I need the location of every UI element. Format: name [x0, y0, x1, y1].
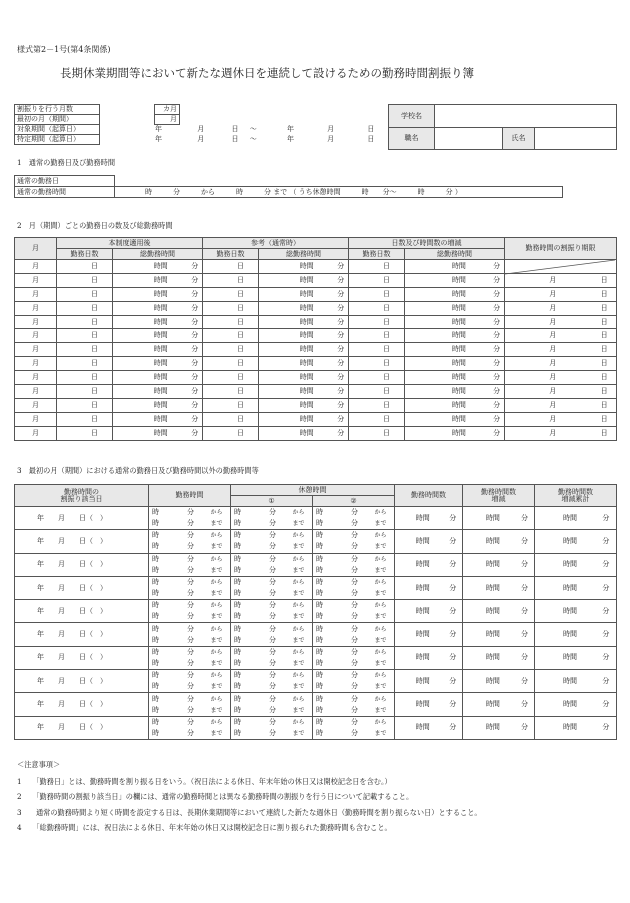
- rest1-cell[interactable]: 時 分 から 時 分 まで: [231, 646, 313, 669]
- after-days-cell[interactable]: 日: [57, 287, 113, 301]
- diff-total-cell[interactable]: 時間 分: [405, 329, 505, 343]
- work-hours-cell[interactable]: 時間 分: [395, 623, 463, 646]
- reference-days-cell[interactable]: 日: [203, 273, 259, 287]
- diff-total-cell[interactable]: 時間 分: [405, 315, 505, 329]
- diff-days-cell[interactable]: 日: [349, 329, 405, 343]
- rest1-cell[interactable]: 時 分 から 時 分 まで: [231, 507, 313, 530]
- diff-total-cell[interactable]: 時間 分: [405, 287, 505, 301]
- reference-total-cell[interactable]: 時間 分: [259, 260, 349, 274]
- normal-workday-label: 通常の勤務日: [15, 176, 115, 187]
- month-cell[interactable]: 月: [15, 412, 57, 426]
- hours-diff-header: 勤務時間数 増減: [463, 485, 535, 507]
- after-days-cell[interactable]: 日: [57, 357, 113, 371]
- target-day-header: 勤務時間の 割振り該当日: [15, 485, 149, 507]
- rest2-cell[interactable]: 時 分 から 時 分 まで: [313, 507, 395, 530]
- reference-days-cell[interactable]: 日: [203, 426, 259, 440]
- reference-header: 参考（通常時）: [203, 238, 349, 249]
- diff-days-cell[interactable]: 日: [349, 301, 405, 315]
- month-cell[interactable]: 月: [15, 343, 57, 357]
- section1-heading: 1 通常の勤務日及び勤務時間: [17, 158, 116, 167]
- normal-work-table: [14, 175, 563, 198]
- hours-cumulative-cell[interactable]: 時間 分: [535, 693, 617, 716]
- month-cell[interactable]: 月: [15, 329, 57, 343]
- hours-cumulative-header: 勤務時間数 増減累計: [535, 485, 617, 507]
- target-day-cell[interactable]: 年 月 日（ ）: [15, 623, 149, 646]
- table-row: [15, 315, 617, 329]
- note-item: 1 「勤務日」とは、勤務時間を割り振る日をいう。（祝日法による休日、年末年始の休日又は開校記念日を含む。）: [17, 777, 392, 786]
- work-hours-cell[interactable]: 時間 分: [395, 576, 463, 599]
- reference-total-cell[interactable]: 時間 分: [259, 385, 349, 399]
- work-hours-cell[interactable]: 時間 分: [395, 670, 463, 693]
- diff-days-cell[interactable]: 日: [349, 260, 405, 274]
- reference-total-cell[interactable]: 時間 分: [259, 343, 349, 357]
- rest1-cell[interactable]: 時 分 から 時 分 まで: [231, 716, 313, 739]
- hours-cumulative-cell[interactable]: 時間 分: [535, 646, 617, 669]
- hours-diff-cell[interactable]: 時間 分: [463, 576, 535, 599]
- job-title-field[interactable]: [435, 128, 503, 150]
- diff-total-cell[interactable]: 時間 分: [405, 426, 505, 440]
- worktime-cell[interactable]: 時 分 から 時 分 まで: [149, 646, 231, 669]
- target-day-cell[interactable]: 年 月 日（ ）: [15, 693, 149, 716]
- rest1-cell[interactable]: 時 分 から 時 分 まで: [231, 693, 313, 716]
- total-header: 総勤務時間: [405, 249, 505, 260]
- diff-days-cell[interactable]: 日: [349, 398, 405, 412]
- after-total-cell[interactable]: 時間 分: [113, 287, 203, 301]
- rest2-cell[interactable]: 時 分 から 時 分 まで: [313, 716, 395, 739]
- work-hours-cell[interactable]: 時間 分: [395, 507, 463, 530]
- table-row: [15, 273, 617, 287]
- deadline-cell[interactable]: 月 日: [505, 426, 617, 440]
- after-days-cell[interactable]: 日: [57, 343, 113, 357]
- work-hours-cell[interactable]: 時間 分: [395, 646, 463, 669]
- label-first-month: 最初の月（期間）: [15, 115, 100, 125]
- worktime-cell[interactable]: 時 分 から 時 分 まで: [149, 507, 231, 530]
- month-cell[interactable]: 月: [15, 273, 57, 287]
- rest-header: 休憩時間: [231, 485, 395, 496]
- after-days-cell[interactable]: 日: [57, 273, 113, 287]
- reference-total-cell[interactable]: 時間 分: [259, 287, 349, 301]
- month-header: 月: [15, 238, 57, 260]
- reference-total-cell[interactable]: 時間 分: [259, 357, 349, 371]
- work-hours-cell[interactable]: 時間 分: [395, 553, 463, 576]
- hours-cumulative-cell[interactable]: 時間 分: [535, 670, 617, 693]
- deadline-cell[interactable]: 月 日: [505, 287, 617, 301]
- month-cell[interactable]: 月: [15, 260, 57, 274]
- table-row: [15, 343, 617, 357]
- deadline-cell[interactable]: 月 日: [505, 343, 617, 357]
- diff-total-cell[interactable]: 時間 分: [405, 412, 505, 426]
- diff-total-cell[interactable]: 時間 分: [405, 260, 505, 274]
- after-total-cell[interactable]: 時間 分: [113, 329, 203, 343]
- after-total-cell[interactable]: 時間 分: [113, 412, 203, 426]
- name-label: 氏名: [503, 128, 535, 150]
- normal-worktime-label: 通常の勤務時間: [15, 187, 115, 198]
- worktime-cell[interactable]: 時 分 から 時 分 まで: [149, 600, 231, 623]
- reference-total-cell[interactable]: 時間 分: [259, 371, 349, 385]
- rest1-cell[interactable]: 時 分 から 時 分 まで: [231, 623, 313, 646]
- table-row: [15, 301, 617, 315]
- deadline-cell[interactable]: 月 日: [505, 412, 617, 426]
- reference-total-cell[interactable]: 時間 分: [259, 412, 349, 426]
- after-days-cell[interactable]: 日: [57, 426, 113, 440]
- diff-total-cell[interactable]: 時間 分: [405, 398, 505, 412]
- hours-cumulative-cell[interactable]: 時間 分: [535, 507, 617, 530]
- target-day-cell[interactable]: 年 月 日（ ）: [15, 646, 149, 669]
- table-row: [15, 553, 617, 576]
- hours-diff-cell[interactable]: 時間 分: [463, 670, 535, 693]
- notes-heading: ＜注意事項＞: [17, 760, 61, 769]
- normal-worktime-field[interactable]: 時 分 から 時 分 まで （ うち休憩時間 時 分～ 時 分 ）: [115, 187, 563, 198]
- total-header: 総勤務時間: [113, 249, 203, 260]
- rest2-cell[interactable]: 時 分 から 時 分 まで: [313, 600, 395, 623]
- hours-diff-cell[interactable]: 時間 分: [463, 507, 535, 530]
- target-day-cell[interactable]: 年 月 日（ ）: [15, 507, 149, 530]
- after-days-cell[interactable]: 日: [57, 260, 113, 274]
- reference-days-cell[interactable]: 日: [203, 301, 259, 315]
- table-row: [15, 426, 617, 440]
- hours-cumulative-cell[interactable]: 時間 分: [535, 623, 617, 646]
- worktime-cell[interactable]: 時 分 から 時 分 まで: [149, 670, 231, 693]
- work-hours-header: 勤務時間数: [395, 485, 463, 507]
- hours-diff-cell[interactable]: 時間 分: [463, 646, 535, 669]
- diff-days-cell[interactable]: 日: [349, 371, 405, 385]
- table-row: [15, 716, 617, 739]
- rest2-cell[interactable]: 時 分 から 時 分 まで: [313, 530, 395, 553]
- rest1-cell[interactable]: 時 分 から 時 分 まで: [231, 576, 313, 599]
- reference-total-cell[interactable]: 時間 分: [259, 273, 349, 287]
- diff-total-cell[interactable]: 時間 分: [405, 357, 505, 371]
- table-row: [15, 530, 617, 553]
- table-row: [15, 623, 617, 646]
- after-days-cell[interactable]: 日: [57, 398, 113, 412]
- reference-days-cell[interactable]: 日: [203, 287, 259, 301]
- days-header: 勤務日数: [349, 249, 405, 260]
- name-field[interactable]: [535, 128, 617, 150]
- worktime-cell[interactable]: 時 分 から 時 分 まで: [149, 716, 231, 739]
- job-title-label: 職名: [389, 128, 435, 150]
- diff-total-cell[interactable]: 時間 分: [405, 301, 505, 315]
- diff-days-cell[interactable]: 日: [349, 426, 405, 440]
- rest2-cell[interactable]: 時 分 から 時 分 まで: [313, 623, 395, 646]
- label-specific-period: 特定期間（起算日）: [15, 135, 100, 145]
- form-number: 様式第2－1号(第4条関係): [17, 45, 111, 54]
- deadline-cell[interactable]: [505, 260, 617, 274]
- worktime-cell[interactable]: 時 分 から 時 分 まで: [149, 576, 231, 599]
- target-day-cell[interactable]: 年 月 日（ ）: [15, 716, 149, 739]
- reference-total-cell[interactable]: 時間 分: [259, 329, 349, 343]
- deadline-cell[interactable]: 月 日: [505, 315, 617, 329]
- diff-header: 日数及び時間数の増減: [349, 238, 505, 249]
- table-row: [15, 371, 617, 385]
- after-days-cell[interactable]: 日: [57, 412, 113, 426]
- school-name-field[interactable]: [435, 105, 617, 128]
- month-cell[interactable]: 月: [15, 371, 57, 385]
- hours-diff-cell[interactable]: 時間 分: [463, 623, 535, 646]
- table-row: [15, 600, 617, 623]
- hours-diff-cell[interactable]: 時間 分: [463, 600, 535, 623]
- after-total-cell[interactable]: 時間 分: [113, 260, 203, 274]
- target-day-cell[interactable]: 年 月 日（ ）: [15, 670, 149, 693]
- rest1-header: ①: [231, 496, 313, 507]
- reference-days-cell[interactable]: 日: [203, 398, 259, 412]
- table-row: [15, 576, 617, 599]
- deadline-cell[interactable]: 月 日: [505, 398, 617, 412]
- diff-total-cell[interactable]: 時間 分: [405, 273, 505, 287]
- hours-diff-cell[interactable]: 時間 分: [463, 716, 535, 739]
- target-day-cell[interactable]: 年 月 日（ ）: [15, 530, 149, 553]
- table-row: [15, 507, 617, 530]
- rest1-cell[interactable]: 時 分 から 時 分 まで: [231, 530, 313, 553]
- reference-total-cell[interactable]: 時間 分: [259, 398, 349, 412]
- after-total-cell[interactable]: 時間 分: [113, 398, 203, 412]
- daily-table: [14, 484, 617, 740]
- rest1-cell[interactable]: 時 分 から 時 分 まで: [231, 600, 313, 623]
- table-row: [15, 385, 617, 399]
- deadline-cell[interactable]: 月 日: [505, 301, 617, 315]
- monthly-table: [14, 237, 617, 441]
- diff-days-cell[interactable]: 日: [349, 412, 405, 426]
- after-total-cell[interactable]: 時間 分: [113, 315, 203, 329]
- section3-heading: 3 最初の月（期間）における通常の勤務日及び勤務時間以外の勤務時間等: [17, 466, 259, 475]
- rest1-cell[interactable]: 時 分 から 時 分 まで: [231, 670, 313, 693]
- reference-days-cell[interactable]: 日: [203, 315, 259, 329]
- rest2-cell[interactable]: 時 分 から 時 分 まで: [313, 693, 395, 716]
- rest1-cell[interactable]: 時 分 から 時 分 まで: [231, 553, 313, 576]
- table-row: [15, 357, 617, 371]
- school-table: [388, 104, 617, 150]
- diff-days-cell[interactable]: 日: [349, 287, 405, 301]
- worktime-header: 勤務時間: [149, 485, 231, 507]
- hours-cumulative-cell[interactable]: 時間 分: [535, 530, 617, 553]
- worktime-cell[interactable]: 時 分 から 時 分 まで: [149, 530, 231, 553]
- after-total-cell[interactable]: 時間 分: [113, 426, 203, 440]
- diff-days-cell[interactable]: 日: [349, 343, 405, 357]
- after-header: 本制度適用後: [57, 238, 203, 249]
- table-row: [15, 260, 617, 274]
- month-cell[interactable]: 月: [15, 398, 57, 412]
- month-cell[interactable]: 月: [15, 426, 57, 440]
- label-months: 割振りを行う月数: [15, 105, 100, 115]
- reference-days-cell[interactable]: 日: [203, 260, 259, 274]
- month-cell[interactable]: 月: [15, 357, 57, 371]
- deadline-cell[interactable]: 月 日: [505, 273, 617, 287]
- hours-cumulative-cell[interactable]: 時間 分: [535, 576, 617, 599]
- after-days-cell[interactable]: 日: [57, 315, 113, 329]
- diff-total-cell[interactable]: 時間 分: [405, 371, 505, 385]
- after-total-cell[interactable]: 時間 分: [113, 371, 203, 385]
- days-header: 勤務日数: [57, 249, 113, 260]
- month-cell[interactable]: 月: [15, 287, 57, 301]
- total-header: 総勤務時間: [259, 249, 349, 260]
- deadline-cell[interactable]: 月 日: [505, 357, 617, 371]
- month-cell[interactable]: 月: [15, 315, 57, 329]
- diff-days-cell[interactable]: 日: [349, 357, 405, 371]
- after-total-cell[interactable]: 時間 分: [113, 273, 203, 287]
- table-row: [15, 646, 617, 669]
- month-cell[interactable]: 月: [15, 301, 57, 315]
- table-row: [15, 412, 617, 426]
- work-hours-cell[interactable]: 時間 分: [395, 530, 463, 553]
- reference-days-cell[interactable]: 日: [203, 357, 259, 371]
- after-total-cell[interactable]: 時間 分: [113, 357, 203, 371]
- diagonal-line: [505, 260, 615, 274]
- reference-days-cell[interactable]: 日: [203, 329, 259, 343]
- diff-total-cell[interactable]: 時間 分: [405, 343, 505, 357]
- diff-total-cell[interactable]: 時間 分: [405, 385, 505, 399]
- table-row: [15, 693, 617, 716]
- reference-total-cell[interactable]: 時間 分: [259, 301, 349, 315]
- reference-total-cell[interactable]: 時間 分: [259, 426, 349, 440]
- after-days-cell[interactable]: 日: [57, 329, 113, 343]
- form-title: 長期休業期間等において新たな週休日を連続して設けるための勤務時間割振り簿: [60, 66, 474, 80]
- rest2-header: ②: [313, 496, 395, 507]
- reference-total-cell[interactable]: 時間 分: [259, 315, 349, 329]
- after-days-cell[interactable]: 日: [57, 301, 113, 315]
- note-item: 2 「勤務時間の割振り該当日」の欄には、通常の勤務時間とは異なる勤務時間の割振りを行う日について記載すること。: [17, 792, 414, 802]
- table-row: [15, 398, 617, 412]
- worktime-cell[interactable]: 時 分 から 時 分 まで: [149, 693, 231, 716]
- note-item: 3 通常の勤務時間より短く時間を設定する日は、長期休業期間等において連続した新たな週休日（勤務時間を割り振らない日）とすること。: [17, 807, 482, 817]
- rest2-cell[interactable]: 時 分 から 時 分 まで: [313, 646, 395, 669]
- hours-cumulative-cell[interactable]: 時間 分: [535, 553, 617, 576]
- after-total-cell[interactable]: 時間 分: [113, 385, 203, 399]
- school-name-label: 学校名: [389, 105, 435, 128]
- after-days-cell[interactable]: 日: [57, 371, 113, 385]
- worktime-cell[interactable]: 時 分 から 時 分 まで: [149, 623, 231, 646]
- hours-cumulative-cell[interactable]: 時間 分: [535, 716, 617, 739]
- hours-diff-cell[interactable]: 時間 分: [463, 553, 535, 576]
- after-days-cell[interactable]: 日: [57, 385, 113, 399]
- rest2-cell[interactable]: 時 分 から 時 分 まで: [313, 576, 395, 599]
- work-hours-cell[interactable]: 時間 分: [395, 693, 463, 716]
- work-hours-cell[interactable]: 時間 分: [395, 716, 463, 739]
- target-day-cell[interactable]: 年 月 日（ ）: [15, 553, 149, 576]
- info-table: [14, 104, 375, 145]
- deadline-cell[interactable]: 月 日: [505, 329, 617, 343]
- reference-days-cell[interactable]: 日: [203, 385, 259, 399]
- hours-cumulative-cell[interactable]: 時間 分: [535, 600, 617, 623]
- worktime-cell[interactable]: 時 分 から 時 分 まで: [149, 553, 231, 576]
- work-hours-cell[interactable]: 時間 分: [395, 600, 463, 623]
- hours-diff-cell[interactable]: 時間 分: [463, 693, 535, 716]
- label-target-period: 対象期間（起算日）: [15, 125, 100, 135]
- section2-heading: 2 月（期間）ごとの勤務日の数及び総勤務時間: [17, 221, 173, 230]
- reference-days-cell[interactable]: 日: [203, 343, 259, 357]
- unit-first-month[interactable]: 月: [155, 115, 180, 125]
- specific-period-dates[interactable]: 年 月 日 ～ 年 月 日: [155, 135, 375, 143]
- table-row: [15, 670, 617, 693]
- month-cell[interactable]: 月: [15, 385, 57, 399]
- days-header: 勤務日数: [203, 249, 259, 260]
- rest2-cell[interactable]: 時 分 から 時 分 まで: [313, 553, 395, 576]
- hours-diff-cell[interactable]: 時間 分: [463, 530, 535, 553]
- after-total-cell[interactable]: 時間 分: [113, 301, 203, 315]
- target-day-cell[interactable]: 年 月 日（ ）: [15, 600, 149, 623]
- diff-days-cell[interactable]: 日: [349, 385, 405, 399]
- reference-days-cell[interactable]: 日: [203, 412, 259, 426]
- notes-list: [17, 774, 482, 835]
- target-day-cell[interactable]: 年 月 日（ ）: [15, 576, 149, 599]
- note-item: 4 「総勤務時間」には、祝日法による休日、年末年始の休日又は開校記念日に割り振られた勤務時間も含むこと。: [17, 822, 392, 832]
- after-total-cell[interactable]: 時間 分: [113, 343, 203, 357]
- rest2-cell[interactable]: 時 分 から 時 分 まで: [313, 670, 395, 693]
- target-period-dates[interactable]: 年 月 日 ～ 年 月 日: [155, 125, 375, 134]
- diff-days-cell[interactable]: 日: [349, 273, 405, 287]
- deadline-header: 勤務時間の割振り期限: [505, 238, 617, 260]
- deadline-cell[interactable]: 月 日: [505, 385, 617, 399]
- reference-days-cell[interactable]: 日: [203, 371, 259, 385]
- unit-months[interactable]: カ月: [155, 105, 180, 115]
- deadline-cell[interactable]: 月 日: [505, 371, 617, 385]
- table-row: [15, 287, 617, 301]
- diff-days-cell[interactable]: 日: [349, 315, 405, 329]
- table-row: [15, 329, 617, 343]
